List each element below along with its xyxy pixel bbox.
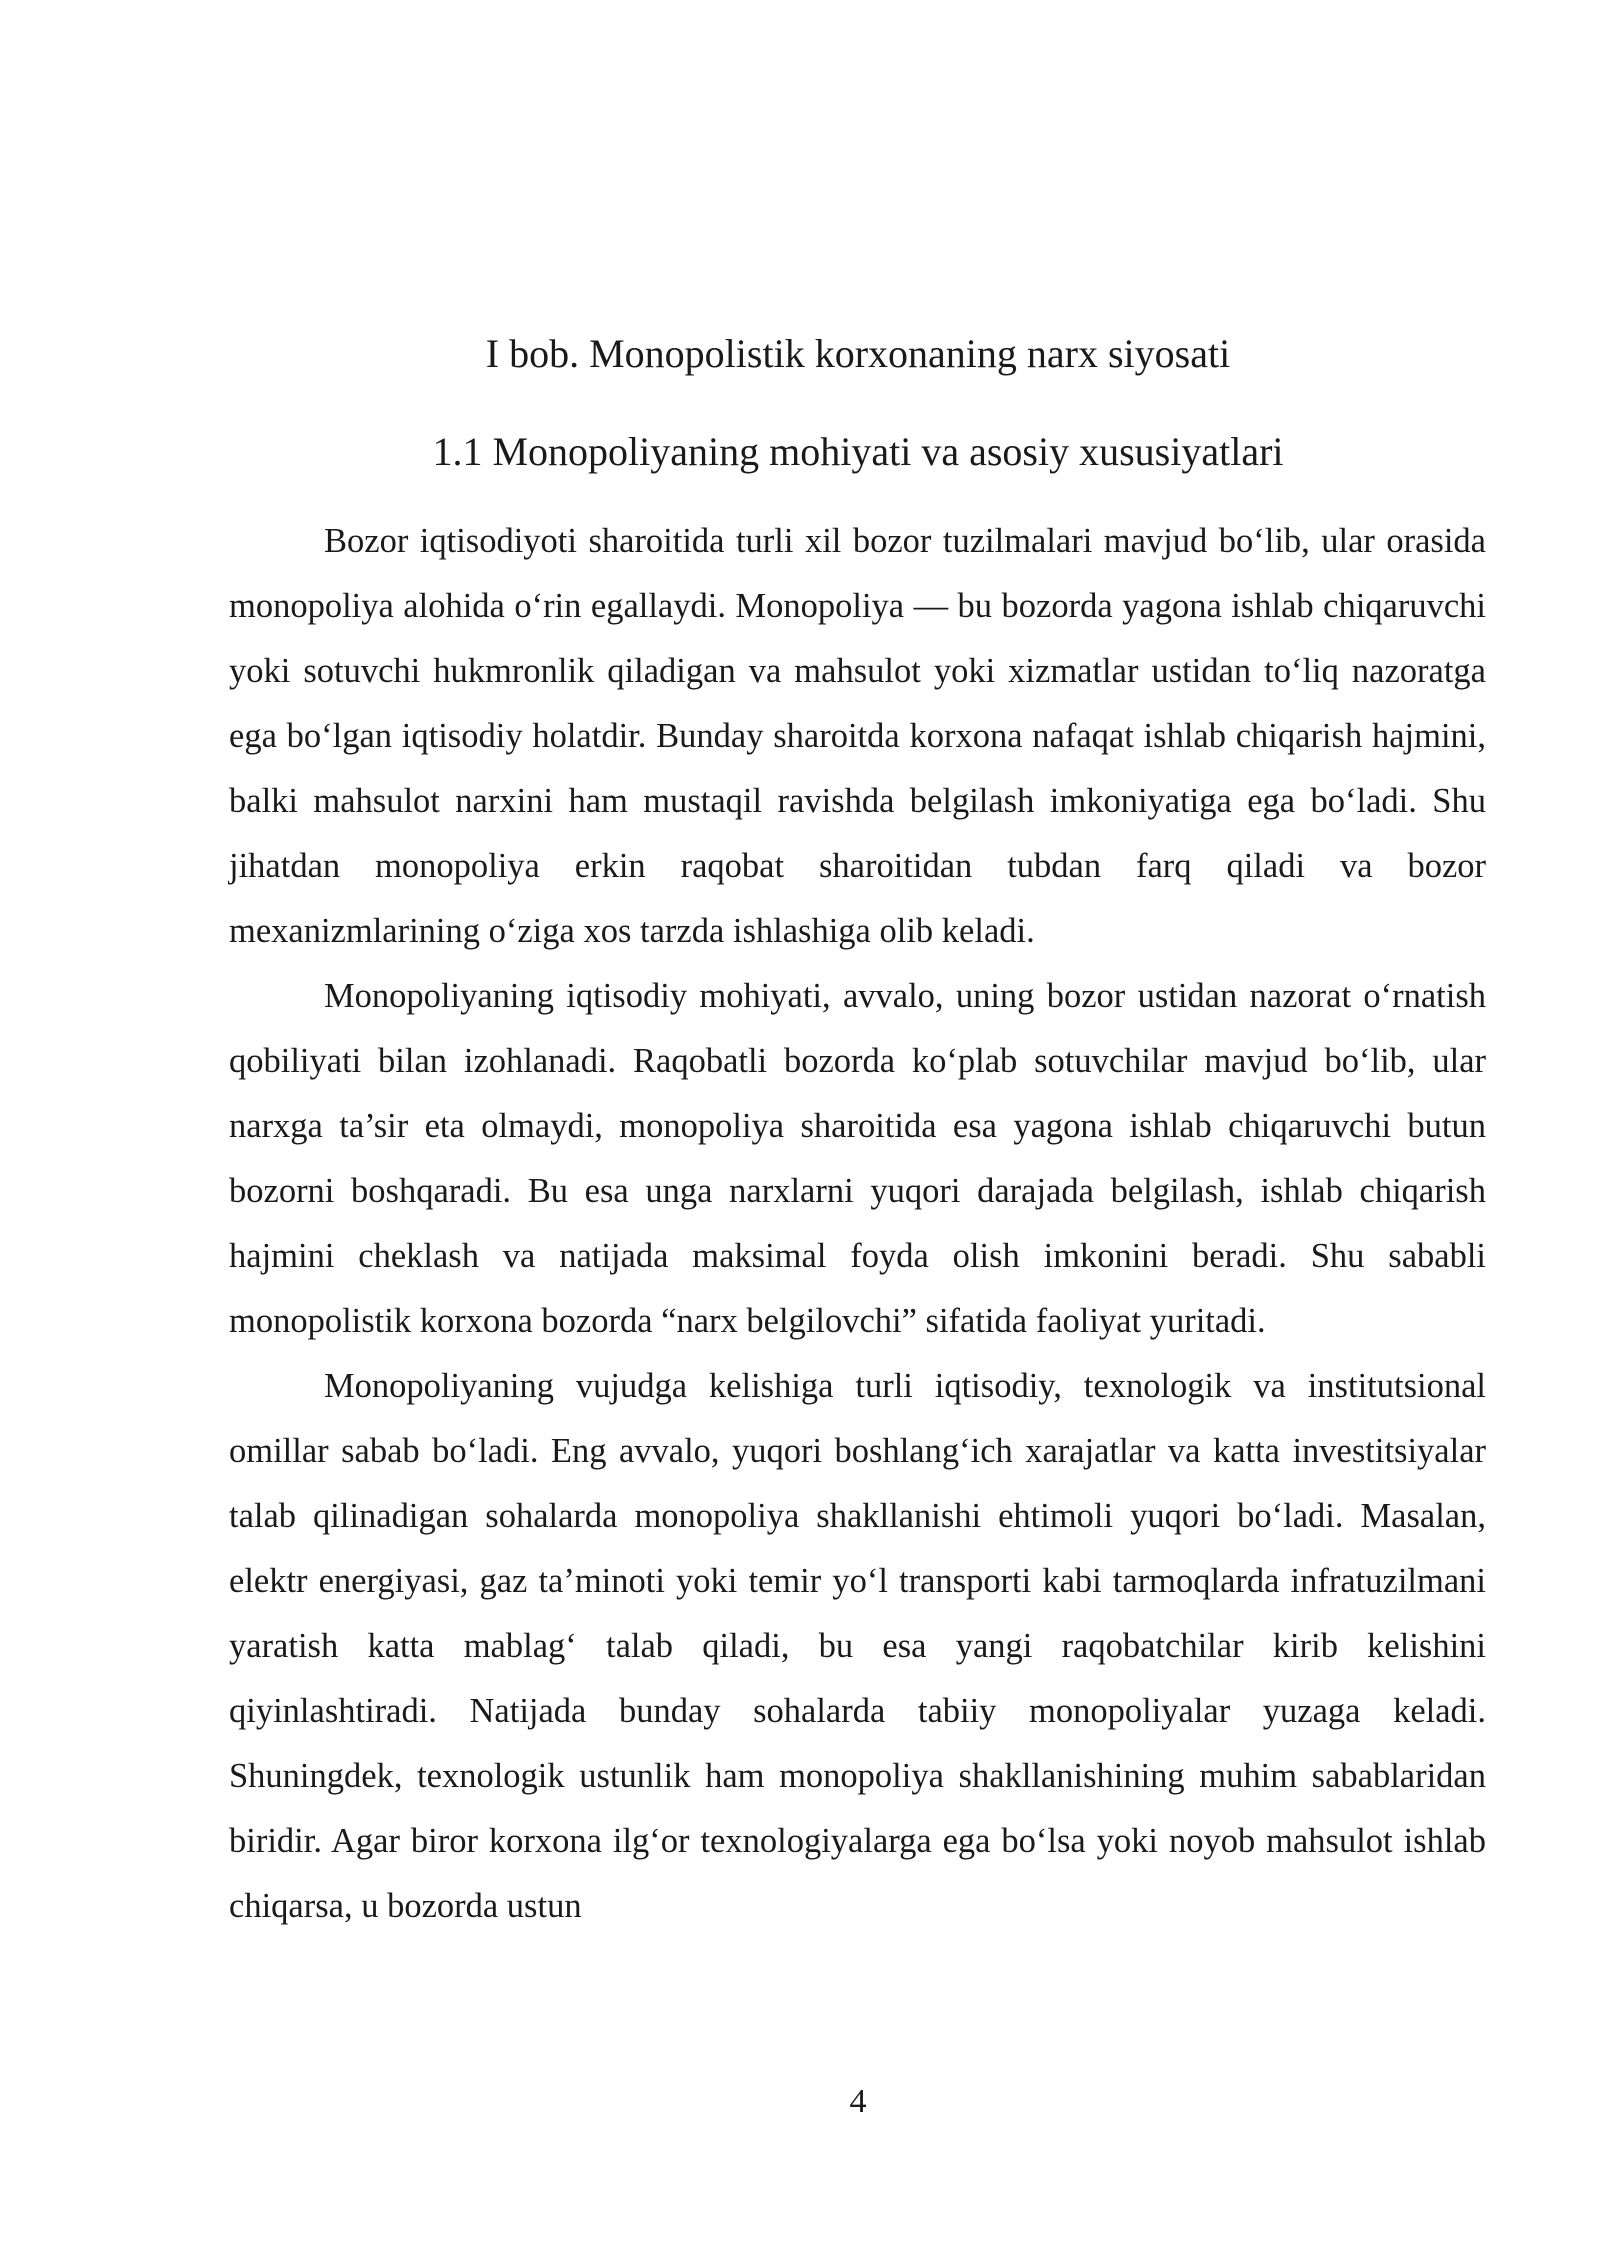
paragraph: Monopoliyaning vujudga kelishiga turli iqtisodiy, texnologik va institutsional omillar sabab bo‘ladi. Eng avvalo, yuqori boshlang‘ich xarajatlar va katta investitsiyalar talab qilinadigan sohalarda monopoliya shakllanishi ehtimoli yuqori bo‘ladi. Masalan, elektr energiyasi, gaz ta’minoti yoki temir yo‘l transporti kabi tarmoqlarda infratuzilmani yaratish katta mablag‘ talab qiladi, bu esa yangi raqobatchilar kirib kelishini qiyinlashtiradi. Natijada bunday sohalarda tabiiy monopoliyalar yuzaga keladi. Shuningdek, texnologik ustunlik ham monopoliya shakllanishining muhim sabablaridan biridir. Agar biror korxona ilg‘or texnologiyalarga ega bo‘lsa yoki noyob mahsulot ishlab chiqarsa, u bozorda ustun bbox=[229, 1367, 1486, 1925]
paragraph: Bozor iqtisodiyoti sharoitida turli xil bozor tuzilmalari mavjud bo‘lib, ular orasida monopoliya alohida o‘rin egallaydi. Monopoliya — bu bozorda yagona ishlab chiqaruvchi yoki sotuvchi hukmronlik qiladigan va mahsulot yoki xizmatlar ustidan to‘liq nazoratga ega bo‘lgan iqtisodiy holatdir. Bunday sharoitda korxona nafaqat ishlab chiqarish hajmini, balki mahsulot narxini ham mustaqil ravishda belgilash imkoniyatiga ega bo‘ladi. Shu jihatdan monopoliya erkin raqobat sharoitidan tubdan farq qiladi va bozor mexanizmlarining o‘ziga xos tarzda ishlashiga olib keladi. bbox=[229, 522, 1486, 950]
page-number: 4 bbox=[849, 2083, 867, 2120]
section-title: 1.1 Monopoliyaning mohiyati va asosiy xususiyatlari bbox=[432, 429, 1284, 474]
body-text bbox=[229, 509, 1486, 1939]
paragraph: Monopoliyaning iqtisodiy mohiyati, avvalo, uning bozor ustidan nazorat o‘rnatish qobiliyati bilan izohlanadi. Raqobatli bozorda ko‘plab sotuvchilar mavjud bo‘lib, ular narxga ta’sir eta olmaydi, monopoliya sharoitida esa yagona ishlab chiqaruvchi butun bozorni boshqaradi. Bu esa unga narxlarni yuqori darajada belgilash, ishlab chiqarish hajmini cheklash va natijada maksimal foyda olish imkonini beradi. Shu sababli monopolistik korxona bozorda “narx belgilovchi” sifatida faoliyat yuritadi. bbox=[229, 977, 1486, 1340]
chapter-title: I bob. Monopolistik korxonaning narx siyosati bbox=[485, 331, 1231, 376]
